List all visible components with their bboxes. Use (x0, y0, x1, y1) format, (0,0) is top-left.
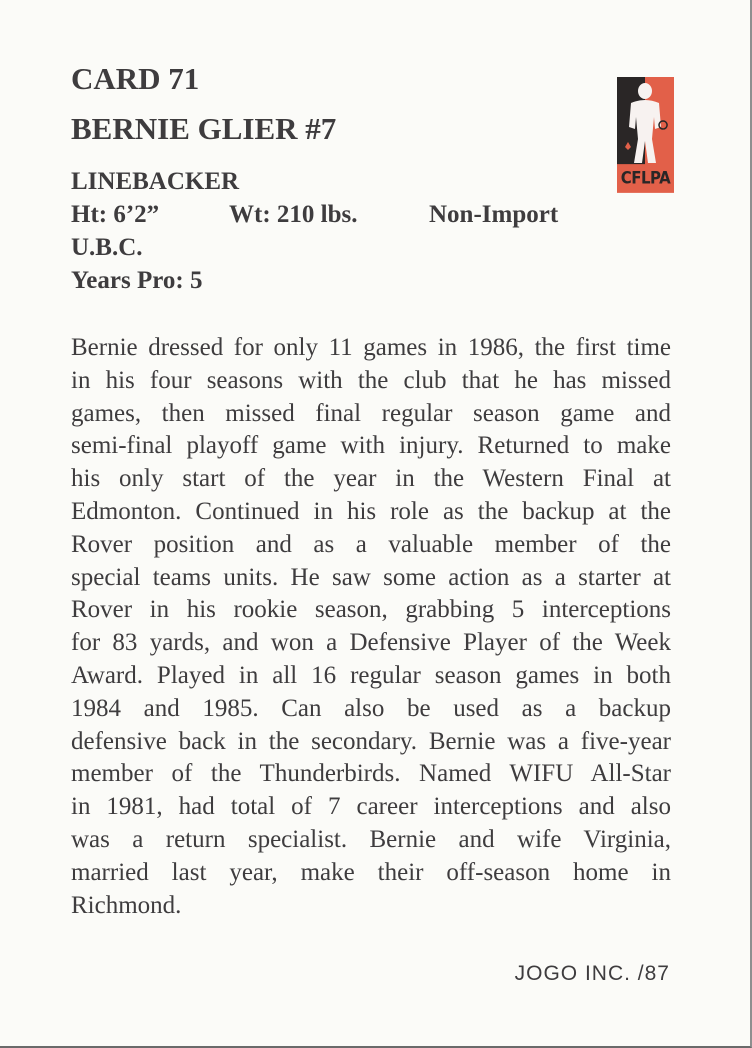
player-weight: Wt: 210 lbs. (229, 201, 358, 228)
bio-line: Bernie dressed for only 11 games in 1986, the first time (71, 334, 671, 361)
cflpa-logo-text: CFLPA (617, 164, 674, 193)
bio-line: semi-final playoff game with injury. Returned to make (71, 432, 671, 460)
stats-row (71, 201, 631, 229)
card-number: CARD 71 (71, 61, 200, 96)
import-status: Non-Import (429, 201, 559, 228)
bio-line: 1984 and 1985. Can also be used as a backup (71, 694, 671, 722)
bio-line: Award. Played in all 16 regular season games in both (71, 661, 671, 689)
cflpa-logo (617, 77, 674, 191)
bio-line: Rover position and as a valuable member of the (71, 530, 671, 558)
bio-line: in 1981, had total of 7 career interceptions and also (71, 793, 671, 821)
publisher-credit: JOGO INC. /87 (514, 962, 670, 985)
bio-line: Edmonton. Continued in his role as the backup at the (71, 497, 671, 525)
player-name: BERNIE GLIER #7 (71, 111, 337, 146)
player-college: U.B.C. (71, 234, 143, 261)
bio-line: Rover in his rookie season, grabbing 5 interceptions (71, 596, 671, 624)
bio-line: Richmond. (71, 891, 182, 919)
bio-line: married last year, make their off-season home in (71, 858, 671, 886)
cflpa-player-logo-icon (617, 77, 674, 166)
years-pro: Years Pro: 5 (71, 267, 203, 294)
player-position: LINEBACKER (71, 168, 240, 195)
bio-line: for 83 yards, and won a Defensive Player of the Week (71, 629, 671, 657)
bio-line: special teams units. He saw some action as a starter at (71, 563, 671, 591)
bio-line: defensive back in the secondary. Bernie was a five-year (71, 727, 671, 755)
bio-line: games, then missed final regular season game and (71, 399, 671, 427)
bio-line: his only start of the year in the Western Final at (71, 465, 671, 493)
bio-line: member of the Thunderbirds. Named WIFU All-Star (71, 760, 671, 788)
player-biography (71, 332, 671, 922)
player-height: Ht: 6’2” (71, 201, 160, 228)
bio-line: was a return specialist. Bernie and wife Virginia, (71, 825, 671, 853)
bio-line: in his four seasons with the club that he has missed (71, 366, 671, 394)
